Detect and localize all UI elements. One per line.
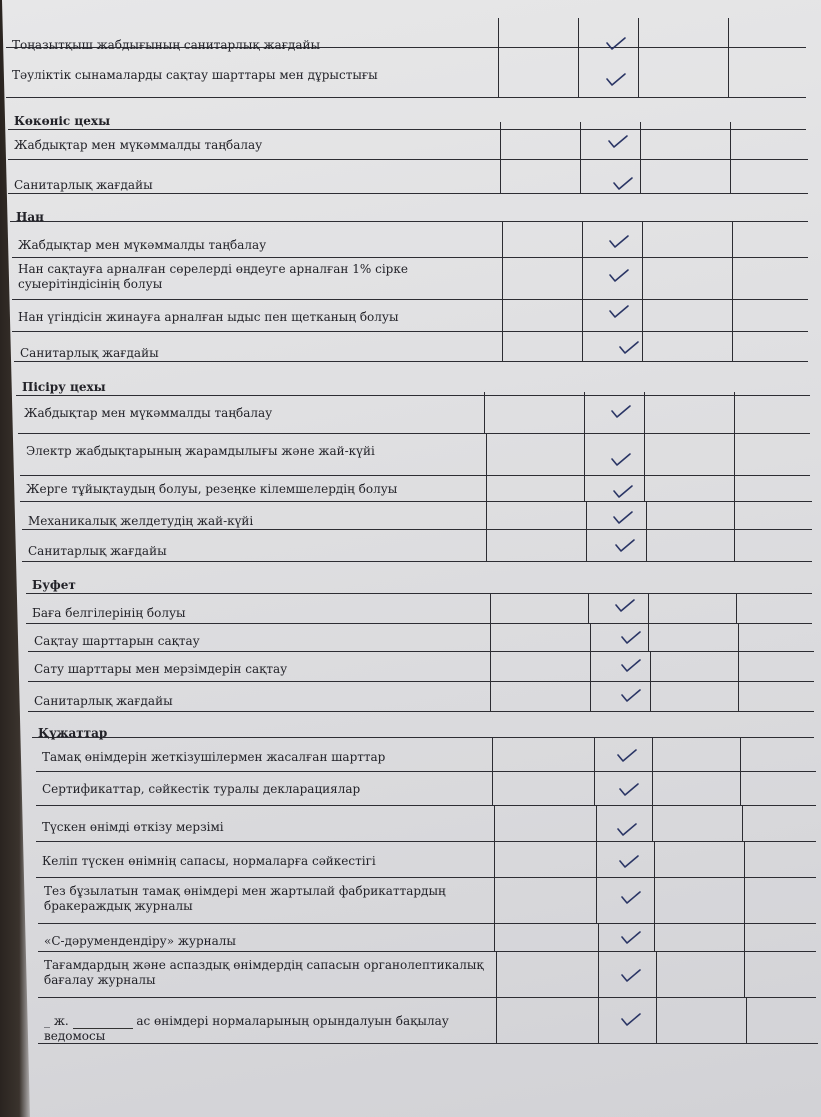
table-column-divider [484, 392, 485, 433]
criterion-label: Тағамдардың және аспаздық өнімдердің сапасын органолептикалық бағалау журналы [44, 958, 484, 987]
table-column-divider [594, 772, 595, 805]
table-column-divider [490, 652, 491, 681]
criterion-label: Санитарлық жағдайы [34, 694, 173, 708]
table-column-divider [638, 18, 639, 47]
criterion-label: Түскен өнімді өткізу мерзімі [42, 820, 224, 834]
table-column-divider [742, 806, 743, 841]
criterion-label [44, 1014, 490, 1044]
table-column-divider [644, 476, 645, 501]
table-column-divider [740, 772, 741, 805]
criterion-label: Нан сақтауға арналған сөрелерді өңдеуге арналған 1% сірке суыерітіндісінің болуы [18, 262, 408, 291]
checklist-row [36, 842, 816, 878]
table-column-divider [638, 48, 639, 97]
table-column-divider [642, 222, 643, 257]
table-column-divider [740, 738, 741, 771]
check-mark-value [614, 510, 615, 511]
table-column-divider [492, 772, 493, 805]
checkmark-icon [620, 890, 642, 906]
checklist-row [6, 48, 806, 98]
check-mark-value [622, 930, 623, 931]
criterion-label: Санитарлық жағдайы [28, 544, 167, 558]
check-mark-value [622, 968, 623, 969]
table-column-divider [588, 594, 589, 623]
table-column-divider [596, 842, 597, 877]
section-header-row [10, 204, 808, 222]
criterion-label: Электр жабдықтарының жарамдылығы және жай-күйі [26, 444, 375, 458]
checklist-row [12, 222, 808, 258]
criterion-label: Тез бұзылатын тамақ өнімдері мен жартылай фабрикаттардың бракераждық журналы [44, 884, 446, 913]
table-column-divider [494, 924, 495, 951]
check-mark-value [622, 658, 623, 659]
checklist-row [18, 392, 810, 434]
table-column-divider [730, 122, 731, 159]
checklist-row [38, 924, 816, 952]
check-mark-value [612, 404, 613, 405]
table-column-divider [584, 392, 585, 433]
check-mark-value [620, 340, 621, 341]
criterion-label: Сертификаттар, сәйкестік туралы декларациялар [42, 782, 361, 796]
table-column-divider [502, 300, 503, 331]
table-column-divider [744, 842, 745, 877]
checklist-row [20, 476, 812, 502]
table-column-divider [744, 924, 745, 951]
criterion-label: Жабдықтар мен мүкәммалды таңбалау [14, 138, 263, 152]
criterion-label: Санитарлық жағдайы [14, 178, 153, 192]
table-column-divider [650, 682, 651, 711]
checkmark-icon [620, 658, 642, 674]
checklist-row [38, 878, 816, 924]
table-column-divider [644, 434, 645, 475]
checklist-row [26, 594, 812, 624]
table-column-divider [586, 502, 587, 529]
table-column-divider [654, 878, 655, 923]
section-title: Құжаттар [38, 726, 108, 740]
checkmark-icon [616, 748, 638, 764]
checklist-row [36, 772, 816, 806]
table-column-divider [654, 924, 655, 951]
check-mark-value [622, 688, 623, 689]
table-column-divider [486, 530, 487, 561]
check-mark-value [610, 234, 611, 235]
table-column-divider [502, 258, 503, 299]
criterion-label: Сақтау шарттарын сақтау [34, 634, 200, 648]
table-column-divider [498, 48, 499, 97]
checkmark-icon [620, 930, 642, 946]
table-column-divider [734, 476, 735, 501]
checklist-row [36, 806, 816, 842]
criterion-label: Келіп түскен өнімнің сапасы, нормаларға сәйкестігі [42, 854, 376, 868]
check-mark-value [618, 822, 619, 823]
criterion-label: Жерге тұйықтаудың болуы, резеңке кілемшелердің болуы [26, 482, 398, 496]
check-mark-value [609, 134, 610, 135]
table-column-divider [648, 594, 649, 623]
year-abbrev: ж. [53, 1014, 69, 1028]
table-column-divider [744, 878, 745, 923]
checklist-row [22, 502, 812, 530]
table-column-divider [498, 18, 499, 47]
checklist-row [28, 624, 814, 652]
checkmark-icon [620, 630, 642, 646]
table-column-divider [728, 48, 729, 97]
table-column-divider [598, 998, 599, 1043]
table-column-divider [490, 624, 491, 651]
criterion-text: ас өнімдері нормаларының орындалуын бақылау ведомосы [44, 1014, 449, 1043]
checkmark-icon [620, 688, 642, 704]
table-column-divider [744, 952, 745, 997]
table-column-divider [494, 842, 495, 877]
table-column-divider [500, 160, 501, 193]
table-column-divider [642, 332, 643, 361]
check-mark-value [612, 452, 613, 453]
table-column-divider [738, 652, 739, 681]
checklist-row [12, 300, 808, 332]
table-column-divider [732, 332, 733, 361]
checklist-row [38, 952, 816, 998]
criterion-label: Баға белгілерінің болуы [32, 606, 186, 620]
table-column-divider [732, 222, 733, 257]
table-column-divider [582, 258, 583, 299]
criterion-label: Тоңазытқыш жабдығының санитарлық жағдайы [12, 38, 321, 52]
table-column-divider [594, 738, 595, 771]
table-column-divider [654, 842, 655, 877]
checklist-row [6, 18, 806, 52]
table-column-divider [596, 878, 597, 923]
checkmark-icon [620, 1012, 642, 1028]
table-column-divider [656, 952, 657, 997]
checkmark-icon [616, 822, 638, 838]
criterion-label: Жабдықтар мен мүкәммалды таңбалау [24, 406, 273, 420]
table-column-divider [738, 682, 739, 711]
section-title: Нан [16, 210, 44, 224]
section-header-row [32, 724, 814, 738]
section-header-row [26, 574, 812, 594]
check-mark-value [607, 72, 608, 73]
table-column-divider [582, 300, 583, 331]
table-column-divider [656, 998, 657, 1043]
checklist-row [14, 332, 808, 362]
table-column-divider [496, 998, 497, 1043]
checklist-row [22, 530, 812, 562]
table-column-divider [730, 160, 731, 193]
table-column-divider [732, 300, 733, 331]
blank-line [73, 1016, 133, 1029]
criterion-label: Тамақ өнімдерін жеткізушілермен жасалған шарттар [42, 750, 386, 764]
check-mark-value [618, 748, 619, 749]
table-column-divider [590, 682, 591, 711]
check-mark-value [622, 890, 623, 891]
table-column-divider [490, 594, 491, 623]
table-column-divider [734, 502, 735, 529]
table-column-divider [642, 300, 643, 331]
table-column-divider [486, 476, 487, 501]
table-column-divider [652, 772, 653, 805]
checkmark-icon [610, 404, 632, 420]
table-column-divider [642, 258, 643, 299]
table-column-divider [648, 624, 649, 651]
checkmark-icon [618, 854, 640, 870]
checklist-row [12, 258, 808, 300]
check-mark-value [614, 484, 615, 485]
table-column-divider [590, 624, 591, 651]
table-column-divider [494, 806, 495, 841]
table-column-divider [746, 998, 747, 1043]
table-column-divider [590, 652, 591, 681]
table-column-divider [582, 222, 583, 257]
table-column-divider [494, 878, 495, 923]
checkmark-icon [610, 452, 632, 468]
table-column-divider [644, 392, 645, 433]
checklist-row [28, 682, 814, 712]
check-mark-value [622, 1012, 623, 1013]
table-column-divider [580, 160, 581, 193]
checkmark-icon [608, 268, 630, 284]
table-column-divider [584, 434, 585, 475]
table-column-divider [584, 476, 585, 501]
checkmark-icon [618, 782, 640, 798]
checkmark-icon [614, 538, 636, 554]
table-column-divider [728, 18, 729, 47]
table-column-divider [652, 738, 653, 771]
table-column-divider [738, 624, 739, 651]
table-column-divider [486, 502, 487, 529]
table-column-divider [646, 502, 647, 529]
table-column-divider [492, 738, 493, 771]
table-column-divider [736, 594, 737, 623]
table-column-divider [640, 122, 641, 159]
checklist-row [20, 434, 810, 476]
checkmark-icon [612, 176, 634, 192]
checkmark-icon [612, 484, 634, 500]
table-column-divider [586, 530, 587, 561]
table-column-divider [582, 332, 583, 361]
checkmark-icon [608, 304, 630, 320]
checkmark-icon [607, 134, 629, 150]
criterion-label: Тәуліктік сынамаларды сақтау шарттары мен дұрыстығы [12, 68, 378, 82]
table-column-divider [486, 434, 487, 475]
table-column-divider [496, 952, 497, 997]
check-mark-value [622, 630, 623, 631]
table-column-divider [598, 952, 599, 997]
section-title: Пісіру цехы [22, 380, 106, 394]
table-column-divider [598, 924, 599, 951]
checkmark-icon [614, 598, 636, 614]
checkmark-icon [620, 968, 642, 984]
check-mark-value [620, 782, 621, 783]
check-mark-value [607, 36, 608, 37]
table-column-divider [646, 530, 647, 561]
table-column-divider [650, 652, 651, 681]
criterion-label: «С-дәрумендендіру» журналы [44, 934, 236, 948]
check-mark-value [616, 538, 617, 539]
table-column-divider [640, 160, 641, 193]
checkmark-icon [605, 72, 627, 88]
table-column-divider [652, 806, 653, 841]
criterion-label: Санитарлық жағдайы [20, 346, 159, 360]
check-mark-value [620, 854, 621, 855]
table-column-divider [596, 806, 597, 841]
table-column-divider [578, 18, 579, 47]
check-mark-value [614, 176, 615, 177]
checklist-row [36, 738, 816, 772]
table-column-divider [734, 434, 735, 475]
check-mark-value [616, 598, 617, 599]
criterion-label: Нан үгіндісін жинауға арналған ыдыс пен щетканың болуы [18, 310, 399, 324]
checklist-row [38, 998, 818, 1044]
table-column-divider [500, 122, 501, 159]
table-column-divider [502, 222, 503, 257]
criterion-label: Жабдықтар мен мүкәммалды таңбалау [18, 238, 267, 252]
table-column-divider [580, 122, 581, 159]
checklist-row [8, 122, 808, 160]
check-mark-value [610, 268, 611, 269]
checklist-row [28, 652, 814, 682]
section-title: Буфет [32, 578, 76, 592]
criterion-label: Механикалық желдетудің жай-күйі [28, 514, 254, 528]
checkmark-icon [618, 340, 640, 356]
check-mark-value [610, 304, 611, 305]
section-title: Көкөніс цехы [14, 114, 111, 128]
table-column-divider [490, 682, 491, 711]
table-column-divider [734, 530, 735, 561]
table-column-divider [734, 392, 735, 433]
table-column-divider [502, 332, 503, 361]
table-column-divider [732, 258, 733, 299]
checkmark-icon [608, 234, 630, 250]
table-column-divider [578, 48, 579, 97]
blank-year-field: _ [44, 1014, 54, 1028]
checkmark-icon [612, 510, 634, 526]
criterion-label: Сату шарттары мен мерзімдерін сақтау [34, 662, 288, 676]
checklist-row [8, 160, 808, 194]
